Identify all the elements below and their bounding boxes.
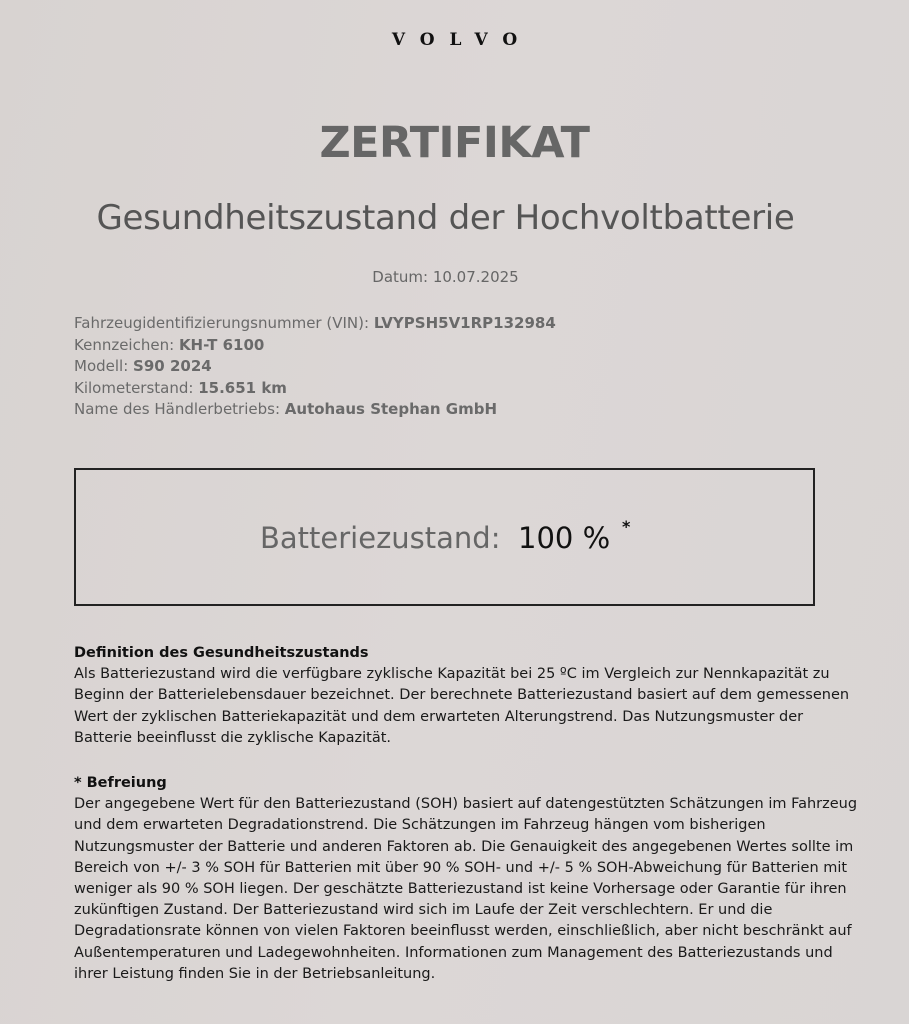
vin-value: LVYPSH5V1RP132984 <box>373 314 556 332</box>
battery-status-value: 100 % <box>518 521 611 555</box>
dealer-label: Name des Händlerbetriebs: <box>74 400 281 418</box>
volvo-logo: VOLVO <box>391 30 533 50</box>
vehicle-info <box>74 313 556 421</box>
exemption-section <box>74 773 864 985</box>
dealer-value: Autohaus Stephan GmbH <box>284 400 498 418</box>
certificate-date: Datum: 10.07.2025 <box>372 268 519 286</box>
model-row <box>74 356 556 378</box>
plate-label: Kennzeichen: <box>74 335 175 354</box>
mileage-value: 15.651 km <box>198 378 287 397</box>
mileage-row <box>74 378 556 400</box>
plate-value: KH-T 6100 <box>178 335 265 354</box>
definition-text: Als Batteriezustand wird die verfügbare zyklische Kapazität bei 25 ºC im Vergleich zur Nennkapazität zu Beginn der Batterielebensdauer bezeichnet. Der berechnete Batteriezustand basiert auf dem gemessenen Wert der zyklischen Batteriekapazität und dem erwarteten Alterungstrend. Das Nutzungsmuster der Batterie beeinflusst die zyklische Kapazität. <box>74 666 850 746</box>
plate-row <box>74 335 556 357</box>
page-title: ZERTIFIKAT <box>319 118 590 168</box>
model-label: Modell: <box>74 357 129 375</box>
vin-row <box>74 313 556 335</box>
battery-footnote-mark: * <box>622 517 631 536</box>
exemption-heading: * Befreiung <box>74 775 167 791</box>
dealer-row <box>74 399 556 421</box>
model-value: S90 2024 <box>133 357 212 375</box>
battery-status-label: Batteriezustand: <box>260 521 501 555</box>
mileage-label: Kilometerstand: <box>74 378 194 397</box>
definition-heading: Definition des Gesundheitszustands <box>74 645 369 661</box>
vin-label: Fahrzeugidentifizierungsnummer (VIN): <box>74 314 370 332</box>
definition-section <box>74 643 864 749</box>
exemption-text: Der angegebene Wert für den Batteriezustand (SOH) basiert auf datengestützten Schätzungen im Fahrzeug und dem erwarteten Degradationstrend. Die Schätzungen im Fahrzeug hängen vom bisherigen Nutzungsmuster der Batterie und anderen Faktoren ab. Die Genauigkeit des angegebenen Wertes sollte im Bereich von +/- 3 % SOH für Batterien mit über 90 % SOH- und +/- 5 % SOH-Abweichung für Batterien mit weniger als 90 % SOH liegen. Der geschätzte Batteriezustand ist keine Vorhersage oder Garantie für ihren zukünftigen Zustand. Der Batteriezustand wird sich im Laufe der Zeit verschlechtern. Er und die Degradationsrate können von vielen Faktoren beeinflusst werden, einschließlich, aber nicht beschränkt auf Außentemperaturen und Ladegewohnheiten. Informationen zum Management des Batteriezustands und ihrer Leistung finden Sie in der Betriebsanleitung. <box>74 796 858 982</box>
page-subtitle: Gesundheitszustand der Hochvoltbatterie <box>96 198 795 238</box>
